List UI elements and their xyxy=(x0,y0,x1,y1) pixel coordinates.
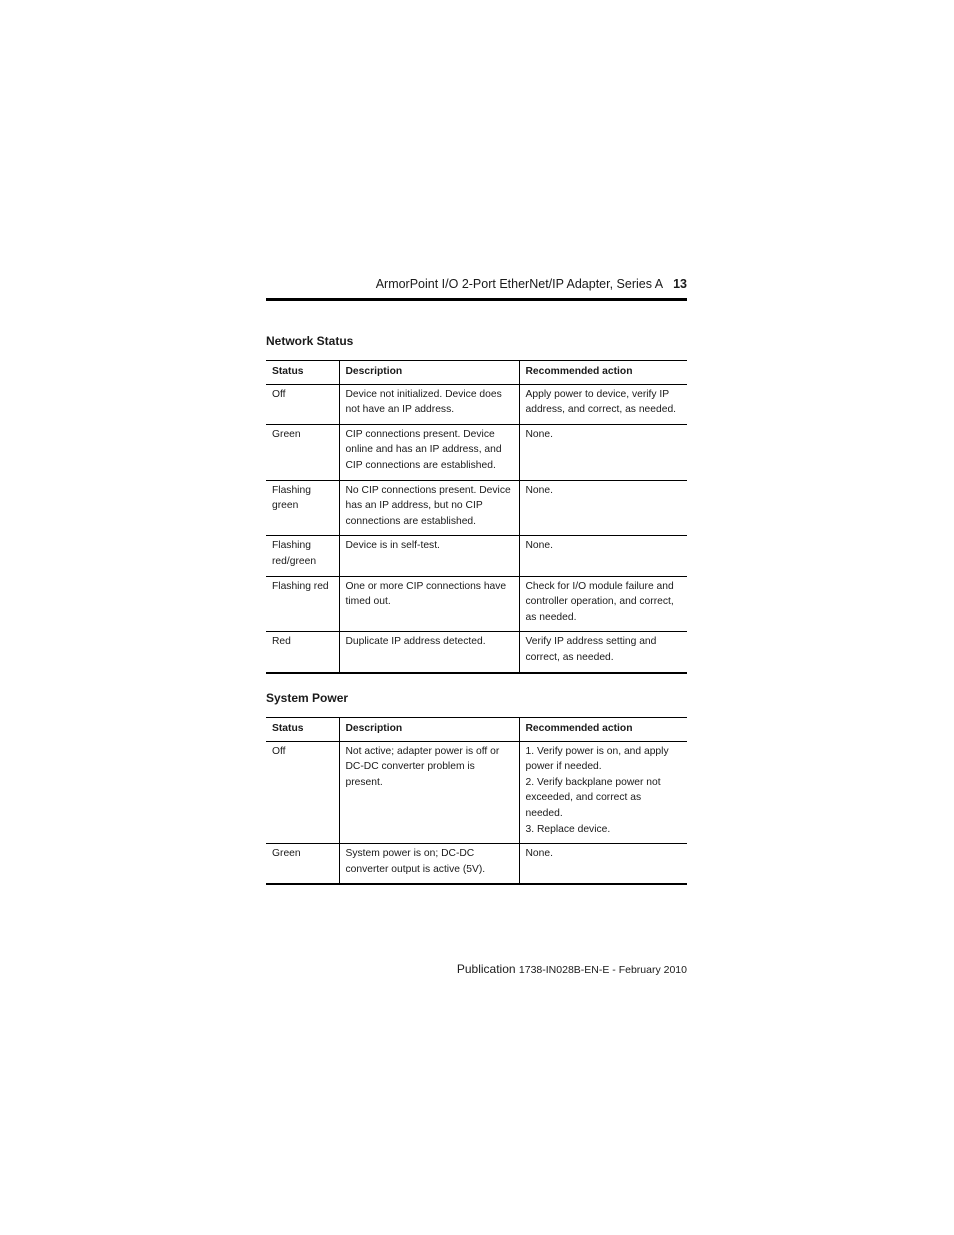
network-status-title: Network Status xyxy=(266,334,354,348)
status-cell: Off xyxy=(266,384,339,424)
network-status-table xyxy=(266,360,687,674)
table-header-row xyxy=(266,361,687,385)
running-header xyxy=(266,276,687,292)
table-row xyxy=(266,632,687,673)
table-row xyxy=(266,480,687,536)
page-number: 13 xyxy=(673,277,687,291)
action-cell: Apply power to device, verify IP address, and correct, as needed. xyxy=(519,384,687,424)
publication-footer xyxy=(266,962,687,978)
column-header-status: Status xyxy=(266,361,339,385)
description-cell: Duplicate IP address detected. xyxy=(339,632,519,673)
action-cell: Verify IP address setting and correct, as needed. xyxy=(519,632,687,673)
table-row xyxy=(266,424,687,480)
action-cell: None. xyxy=(519,480,687,536)
column-header-action: Recommended action xyxy=(519,718,687,742)
status-cell: Green xyxy=(266,424,339,480)
description-cell: System power is on; DC-DC converter output is active (5V). xyxy=(339,844,519,885)
action-cell: None. xyxy=(519,844,687,885)
table-row xyxy=(266,741,687,844)
system-power-table xyxy=(266,717,687,885)
column-header-description: Description xyxy=(339,361,519,385)
header-rule xyxy=(266,298,687,301)
description-cell: Device is in self-test. xyxy=(339,536,519,576)
description-cell: One or more CIP connections have timed out. xyxy=(339,576,519,632)
publication-number: 1738-IN028B-EN-E - February 2010 xyxy=(518,964,687,976)
column-header-action: Recommended action xyxy=(519,361,687,385)
table-row xyxy=(266,536,687,576)
description-cell: Device not initialized. Device does not have an IP address. xyxy=(339,384,519,424)
table-row xyxy=(266,384,687,424)
status-cell: Flashing green xyxy=(266,480,339,536)
status-cell: Flashing red xyxy=(266,576,339,632)
description-cell: No CIP connections present. Device has an IP address, but no CIP connections are established. xyxy=(339,480,519,536)
action-cell: None. xyxy=(519,424,687,480)
action-cell: Check for I/O module failure and controller operation, and correct, as needed. xyxy=(519,576,687,632)
footer-label: Publication xyxy=(456,962,516,976)
header-title: ArmorPoint I/O 2-Port EtherNet/IP Adapter, Series A xyxy=(375,277,664,291)
table-row xyxy=(266,576,687,632)
action-cell: 1. Verify power is on, and apply power if needed. 2. Verify backplane power not exceeded, and correct as needed. 3. Replace device. xyxy=(519,741,687,844)
table-header-row xyxy=(266,718,687,742)
description-cell: CIP connections present. Device online and has an IP address, and CIP connections are established. xyxy=(339,424,519,480)
status-cell: Flashing red/green xyxy=(266,536,339,576)
status-cell: Red xyxy=(266,632,339,673)
status-cell: Green xyxy=(266,844,339,885)
status-cell: Off xyxy=(266,741,339,844)
description-cell: Not active; adapter power is off or DC-DC converter problem is present. xyxy=(339,741,519,844)
system-power-title: System Power xyxy=(266,691,349,705)
table-row xyxy=(266,844,687,885)
action-cell: None. xyxy=(519,536,687,576)
column-header-description: Description xyxy=(339,718,519,742)
column-header-status: Status xyxy=(266,718,339,742)
